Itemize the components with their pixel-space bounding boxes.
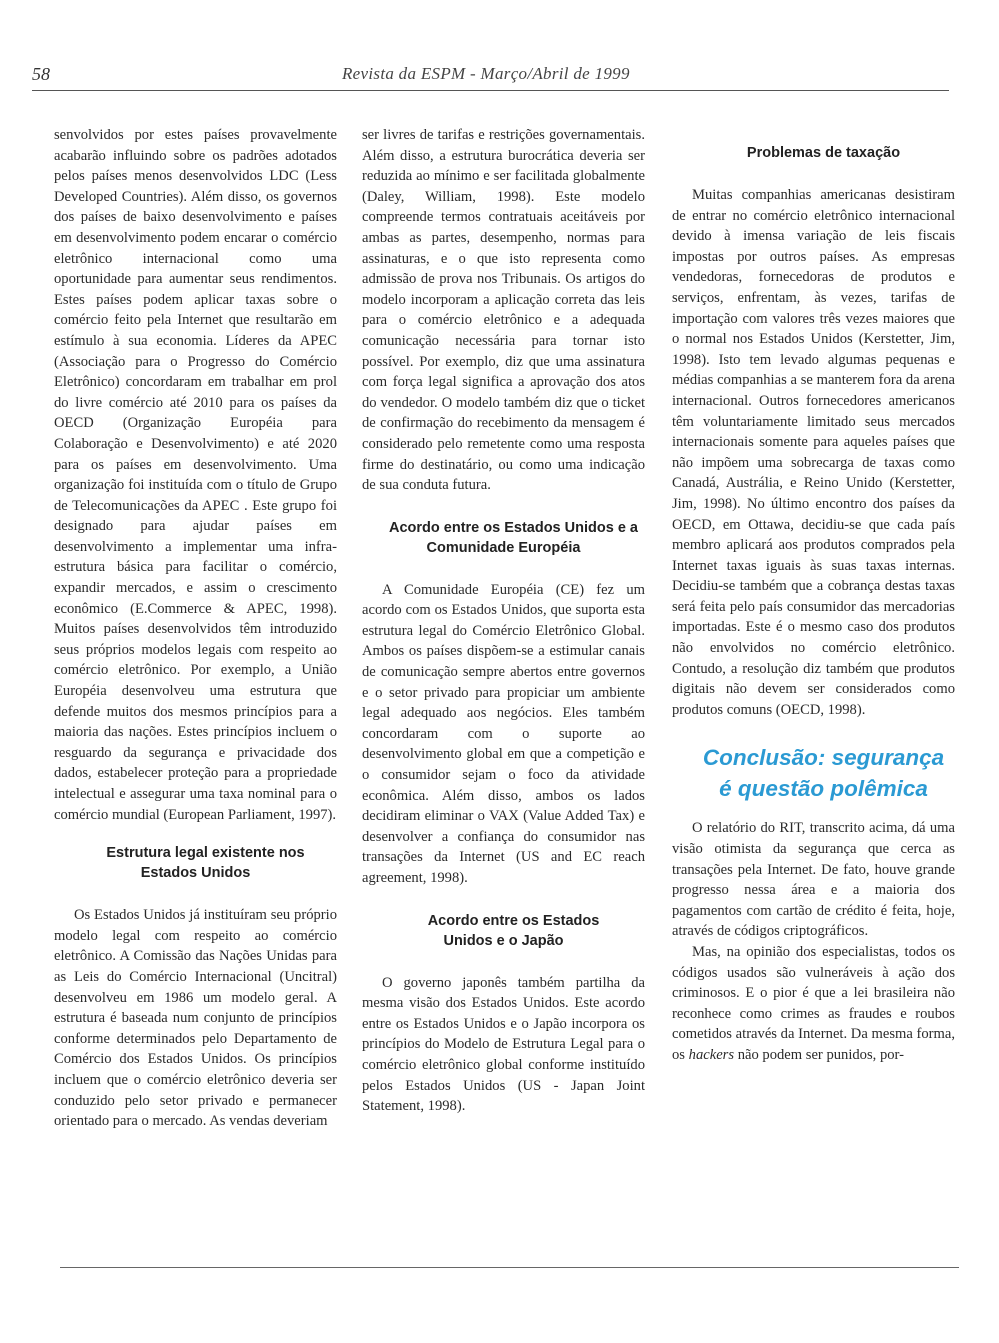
paragraph-text: não podem ser punidos, por- (737, 1046, 904, 1063)
conclusion-heading-line-1: Conclusão: segurança (702, 745, 945, 771)
paragraph-text: Mas, na opinião dos especialistas, todos os códigos usados são vulneráveis à ação dos criminosos. E o pior é que a lei brasileira não reconhece como crimes as fraudes e roubos cometidos através da Internet. Da mesma forma, os (672, 944, 955, 1063)
paragraph: O governo japonês também partilha da mesma visão dos Estados Unidos. Este acordo entre os Estados Unidos e o Japão incorpora os princípios do Modelo de Estrutura Legal para o comércio eletrônico global conforme instituído pelos Estados Unidos (US - Japan Joint Statement, 1998). (362, 974, 645, 1115)
paragraph: ser livres de tarifas e restrições governamentais. Além disso, a estrutura burocrática deveria ser reduzida ao mínimo e ser facilitada globalmente (Daley, William, 1998). Este modelo compreende termos contratuais aceitáveis por ambas as partes, desempenho, normas para assinaturas, e o que isto representa como admissão de prova nos Tribunais. Os artigos do modelo incorporam a aplicação correta das leis para o comércio eletrônico e a adequada comunicação necessária para tornar isto possível. Por exemplo, diz que uma assinatura com força legal significa a aprovação dos atos do vendedor. O modelo também diz que o ticket de confirmação do recebimento da mensagem é considerado pelo remetente como uma resposta firme do destinatário, ou como uma indicação de sua conduta futura. (362, 127, 645, 494)
paragraph (672, 942, 955, 1066)
paragraph: Os Estados Unidos já instituíram seu próprio modelo legal com respeito ao comércio eletrônico. A Comissão das Nações Unidas para as Leis do Comércio Internacional (Uncitral) desenvolveu em 1986 um modelo geral. A estrutura é baseada num conjunto de princípios conforme determinados pelo Departamento de Comércio dos Estados Unidos. Os princípios incluem que o comércio eletrônico deveria ser conduzido pelo setor privado e permanecer orientado para o mercado. As vendas deveriam (54, 907, 337, 1130)
paragraph: O relatório do RIT, transcrito acima, dá uma visão otimista da segurança que cerca as transações pela Internet. De fato, houve grande progresso nessa área e a maioria dos pagamentos com cartão de crédito é feita, hoje, através de códigos criptográficos. (672, 820, 955, 940)
section-heading-us-legal: Estrutura legal existente nos Estados Unidos (106, 845, 305, 882)
conclusion-heading (672, 742, 955, 804)
page-header (32, 62, 949, 91)
footer-rule (60, 1267, 959, 1268)
emphasis-text: hackers (688, 1046, 735, 1063)
column-3 (672, 125, 955, 1066)
page-number: 58 (32, 64, 50, 84)
journal-title: Revista da ESPM - Março/Abril de 1999 (342, 64, 630, 83)
paragraph: Muitas companhias americanas desistiram de entrar no comércio eletrônico internacional devido à imensa variação de leis fiscais impostas por outros países. As empresas vendedoras, fornecedoras de produtos e serviços, enfrentam, às vezes, tarifas de importação com valores três vezes maiores que o normal nos Estados Unidos (Kerstetter, Jim, 1998). Isto tem levado algumas pequenas e médias companhias a se manterem fora da arena internacional. Outros fornecedores americanos têm voluntariamente limitado seus mercados internacionais somente para aqueles países que não impõem uma sobrecarga de taxas como Canadá, Austrália, e Reino Unido (Kerstetter, Jim, 1998). No último encontro dos países da OECD, em Ottawa, decidiu-se que cada país membro aplicará aos produtos comprados pela Internet taxas iguais às suas taxas internas. Decidiu-se também que a cobrança destas taxas será feita pelo país consumidor das mercadorias importadas. Este é o mesmo caso dos produtos não envolvidos no comércio eletrônico. Contudo, a resolução diz também que produtos digitais não devem ser considerados como produtos comuns (OECD, 1998). (672, 187, 955, 718)
paragraph: senvolvidos por estes países provavelmente acabarão influindo sobre os padrões adotados pelos países menos desenvolvidos LDC (Less Developed Countries). Além disso, os governos dos países de baixo desenvolvimento e países em desenvolvimento podem encarar o comércio eletrônico internacional como uma oportunidade para aumentar seus rendimentos. Estes países podem aplicar taxas sobre o comércio feito pela Internet que resultarão em estímulo à sua economia. Líderes da APEC (Associação para o Progresso do Comércio Eletrônico) concordaram em trabalhar em prol do livre comércio até 2010 para os países da OECD (Organização Européia para Colaboração e Desenvolvimento) e até 2020 para os países em desenvolvimento. Uma organização foi instituída com o título de Grupo de Telecomunicações da APEC . Este grupo foi designado para ajudar países em desenvolvimento a implementar uma infra-estrutura básica para facilitar o comércio, expandir mercados, e assim o crescimento econômico (E.Commerce & APEC, 1998). Muitos países desenvolvidos têm introduzido seus próprios modelos legais com respeito ao comércio eletrônico. Por exemplo, a União Européia desenvolveu uma estrutura que defende muitos dos mesmos princípios para a maioria das nações. Estes princípios incluem o resguardo da segurança e privacidade dos dados, estabelecer proteção para a propriedade intelectual e assegurar uma taxa nominal para o comércio mundial (European Parliament, 1997). (54, 127, 337, 823)
section-heading-taxation: Problemas de taxação (746, 145, 901, 161)
column-2 (362, 125, 645, 1117)
section-heading-us-eu: Acordo entre os Estados Unidos e a Comunidade Européia (389, 519, 638, 556)
section-heading-us-japan: Acordo entre os Estados Unidos e o Japão (427, 912, 600, 949)
conclusion-heading-line-2: é questão polêmica (719, 776, 928, 802)
paragraph: A Comunidade Européia (CE) fez um acordo com os Estados Unidos, que suporta esta estrutura legal do Comércio Eletrônico Global. Ambos os países dispõem-se a estimular canais de comunicação sempre abertos entre governos e o setor privado para propiciar um ambiente legal adequado aos negócios. Eles também concordaram com o suporte ao desenvolvimento global em que a competição e o consumidor sejam o foco da atividade econômica. Além disso, ambos os lados decidiram eliminar o VAX (Value Added Tax) e desenvolver a confiança do consumidor nas transações da Internet (US and EC reach agreement, 1998). (362, 581, 645, 886)
column-1 (54, 125, 337, 1132)
